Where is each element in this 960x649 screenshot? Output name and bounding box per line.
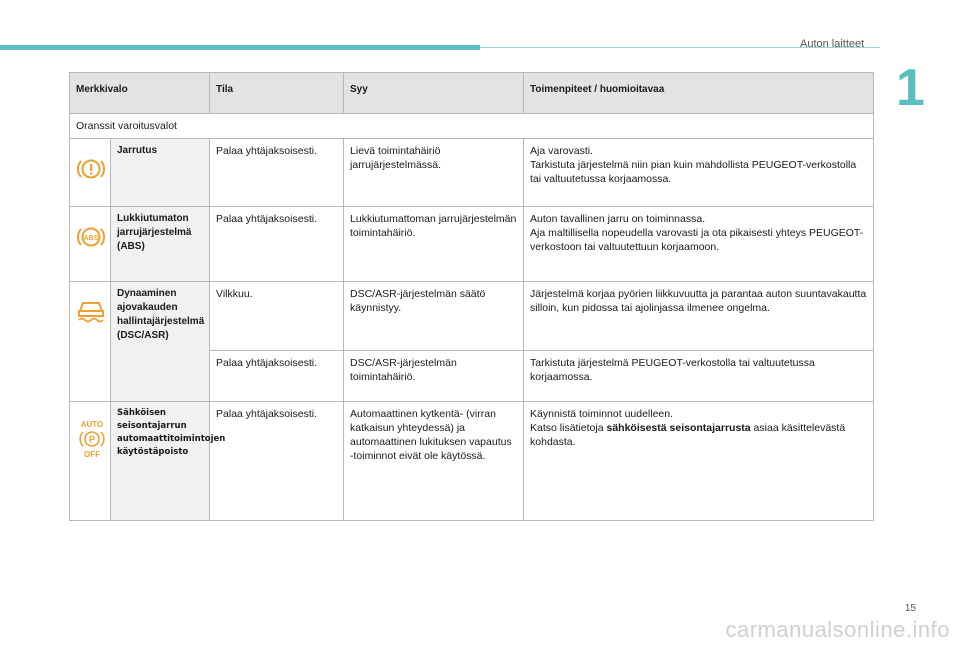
header-toimenpiteet: Toimenpiteet / huomioitavaa [524,73,874,114]
row-name: Sähköisen seisontajarrun automaattitoimintojen käytöstäpoisto [111,402,210,521]
row-tila: Palaa yhtäjaksoisesti. [210,351,344,402]
auto-p-off-icon [76,419,108,463]
toimenpiteet-bold: sähköisestä seisontajarrusta [606,422,751,434]
section-title: Auton laitteet [800,38,865,50]
row-name: Jarrutus [111,139,210,207]
brake-warning-icon [76,156,106,186]
row-toimenpiteet: Auton tavallinen jarru on toiminnassa. Aja maltillisella nopeudella varovasti ja ota pikaisesti yhteys PEUGEOT-verkostoon tai valtuutettuun korjaamoon. [524,207,874,282]
icon-text-off: OFF [84,450,100,459]
header-syy: Syy [344,73,524,114]
table-row [70,139,874,207]
page-number: 15 [904,603,916,614]
icon-text-auto: AUTO [80,420,104,429]
section-label: Oranssit varoitusvalot [70,114,874,139]
icon-text-p: P [88,434,96,445]
row-tila: Palaa yhtäjaksoisesti. [210,207,344,282]
row-toimenpiteet [524,402,874,521]
table-row [70,402,874,521]
toimenpiteet-text-b: asiaa käsittelevästä kohdasta. [530,422,846,448]
row-syy: Automaattinen kytkentä- (virran katkaisun yhteydessä) ja automaattinen lukituksen vapautus -toiminnot eivät ole käytössä. [344,402,524,521]
table-row [70,282,874,351]
row-tila: Vilkkuu. [210,282,344,351]
row-name: Dynaaminen ajovakauden hallintajärjestelmä (DSC/ASR) [111,282,210,402]
row-toimenpiteet: Järjestelmä korjaa pyörien liikkuvuutta ja parantaa auton suuntavakautta silloin, kun pidossa tai ajolinjassa ilmenee ongelma. [524,282,874,351]
svg-text:ABS: ABS [83,235,99,242]
abs-warning-icon [76,224,106,254]
row-syy: Lukkiutumattoman jarrujärjestelmän toimintahäiriö. [344,207,524,282]
header-accent-bar [0,45,480,50]
section-row [70,114,874,139]
row-syy: DSC/ASR-järjestelmän säätö käynnistyy. [344,282,524,351]
icon-cell [70,282,111,402]
table-header-row [70,73,874,114]
row-tila: Palaa yhtäjaksoisesti. [210,139,344,207]
dsc-asr-icon [76,299,106,329]
header-tila: Tila [210,73,344,114]
row-toimenpiteet: Aja varovasti. Tarkistuta järjestelmä niin pian kuin mahdollista PEUGEOT-verkostolla tai valtuutetussa korjaamossa. [524,139,874,207]
row-syy: DSC/ASR-järjestelmän toimintahäiriö. [344,351,524,402]
table-row [70,207,874,282]
toimenpiteet-text-a: Käynnistä toiminnot uudelleen. Katso lisätietoja [530,408,674,434]
row-toimenpiteet: Tarkistuta järjestelmä PEUGEOT-verkostolla tai valtuutetussa korjaamossa. [524,351,874,402]
warning-lights-table [69,72,874,521]
row-tila: Palaa yhtäjaksoisesti. [210,402,344,521]
icon-cell [70,139,111,207]
row-name: Lukkiutumaton jarrujärjestelmä (ABS) [111,207,210,282]
row-syy: Lievä toimintahäiriö jarrujärjestelmässä. [344,139,524,207]
header-merkkivalo: Merkkivalo [70,73,210,114]
icon-cell [70,402,111,521]
chapter-number: 1 [896,59,925,117]
icon-cell [70,207,111,282]
footer-watermark: carmanualsonline.info [725,617,950,642]
